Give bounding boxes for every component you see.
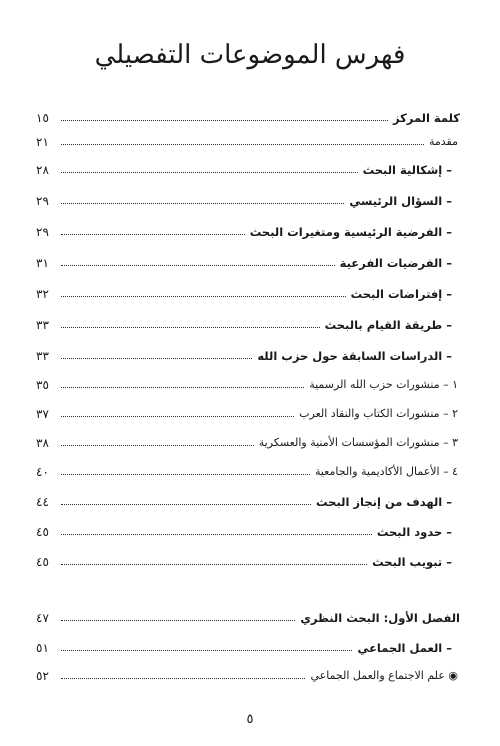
- toc-entry-label: – حدود البحث: [376, 525, 452, 539]
- toc-entry-label: – إفتراضات البحث: [350, 287, 452, 301]
- toc-entry-label: كلمة المركز: [392, 111, 460, 125]
- toc-entry: [36, 187, 460, 209]
- toc-entry-label: – تبويب البحث: [372, 555, 452, 569]
- toc-entry-page: ٣٣: [36, 349, 49, 363]
- toc-entry-page: ١٥: [36, 111, 49, 125]
- toc-leader-dots: [61, 620, 295, 621]
- toc-leader-dots: [61, 650, 352, 651]
- toc-leader-dots: [61, 327, 320, 328]
- toc-leader-dots: [61, 234, 245, 235]
- toc-entry: [36, 662, 460, 684]
- toc-leader-dots: [61, 474, 310, 475]
- toc-entry-label: – الفرضيات الفرعية: [339, 256, 452, 270]
- toc-entry-label: – العمل الجماعي: [357, 641, 452, 655]
- toc-entry-page: ٤٧: [36, 611, 49, 625]
- toc-leader-dots: [61, 144, 424, 145]
- toc-entry-page: ٣٥: [36, 378, 49, 392]
- toc-leader-dots: [61, 534, 372, 535]
- toc-leader-dots: [61, 358, 252, 359]
- toc-entry: [36, 518, 460, 540]
- toc-entry-label: مقدمة: [428, 135, 458, 148]
- toc-entry: [36, 311, 460, 333]
- toc-entry-page: ٤٥: [36, 525, 49, 539]
- toc-entry-page: ٥٢: [36, 669, 49, 683]
- toc-entry-label: – السؤال الرئيسي: [349, 194, 452, 208]
- toc-entry: [36, 280, 460, 302]
- toc-entry-page: ٢٨: [36, 163, 49, 177]
- toc-entry: [36, 429, 460, 451]
- toc-entry-label: ٢ – منشورات الكتاب والنقاد العرب: [299, 407, 458, 420]
- toc-entry-label: – الفرضية الرئيسية ومتغيرات البحث: [249, 225, 452, 239]
- toc-leader-dots: [61, 203, 344, 204]
- toc-entry-label: الفصل الأول: البحث النظري: [300, 611, 460, 625]
- toc-entry-page: ٣٧: [36, 407, 49, 421]
- toc-leader-dots: [61, 172, 358, 173]
- toc-leader-dots: [61, 678, 305, 679]
- page-title: فهرس الموضوعات التفصيلي: [94, 40, 406, 70]
- toc-entry-label: ٣ – منشورات المؤسسات الأمنية والعسكرية: [258, 436, 458, 449]
- toc-leader-dots: [61, 120, 388, 121]
- toc-leader-dots: [61, 504, 311, 505]
- toc-entry: [36, 342, 460, 364]
- toc-entry: [36, 128, 460, 150]
- toc-entry: [36, 249, 460, 271]
- page-number: ٥: [246, 712, 254, 727]
- toc-entry-label: ٤ – الأعمال الأكاديمية والجامعية: [314, 465, 458, 478]
- toc-leader-dots: [61, 387, 304, 388]
- toc-entry-page: ٣١: [36, 256, 49, 270]
- toc-entry-page: ٤٠: [36, 465, 49, 479]
- toc-entry: [36, 371, 460, 393]
- toc-entry-page: ٤٥: [36, 555, 49, 569]
- toc-entry: [36, 218, 460, 240]
- toc-leader-dots: [61, 564, 367, 565]
- toc-leader-dots: [61, 296, 346, 297]
- toc-entry-page: ٣٣: [36, 318, 49, 332]
- toc-entry-page: ٢٩: [36, 225, 49, 239]
- toc-entry: [36, 458, 460, 480]
- toc-leader-dots: [61, 416, 294, 417]
- toc-entry: [36, 104, 460, 126]
- toc-entry-page: ٢٩: [36, 194, 49, 208]
- toc-entry-label: ◉ علم الاجتماع والعمل الجماعي: [310, 669, 458, 682]
- toc-entry-label: – إشكالية البحث: [362, 163, 452, 177]
- toc-entry-page: ٥١: [36, 641, 49, 655]
- toc-entry: [36, 400, 460, 422]
- toc-entry: [36, 634, 460, 656]
- toc-entry: [36, 604, 460, 626]
- toc-entry-page: ٣٢: [36, 287, 49, 301]
- toc-entry-label: ١ – منشورات حزب الله الرسمية: [309, 378, 458, 391]
- toc-entry: [36, 156, 460, 178]
- toc-entry-label: – طريقة القيام بالبحث: [324, 318, 452, 332]
- toc-entry-page: ٤٤: [36, 495, 49, 509]
- toc-entry-page: ٢١: [36, 135, 49, 149]
- toc-entry-page: ٣٨: [36, 436, 49, 450]
- toc-entry-label: – الهدف من إنجاز البحث: [316, 495, 452, 509]
- toc-leader-dots: [61, 265, 335, 266]
- toc-entry-label: – الدراسات السابقة حول حزب الله: [257, 349, 452, 363]
- toc-entry: [36, 548, 460, 570]
- toc-entry: [36, 488, 460, 510]
- toc-leader-dots: [61, 445, 254, 446]
